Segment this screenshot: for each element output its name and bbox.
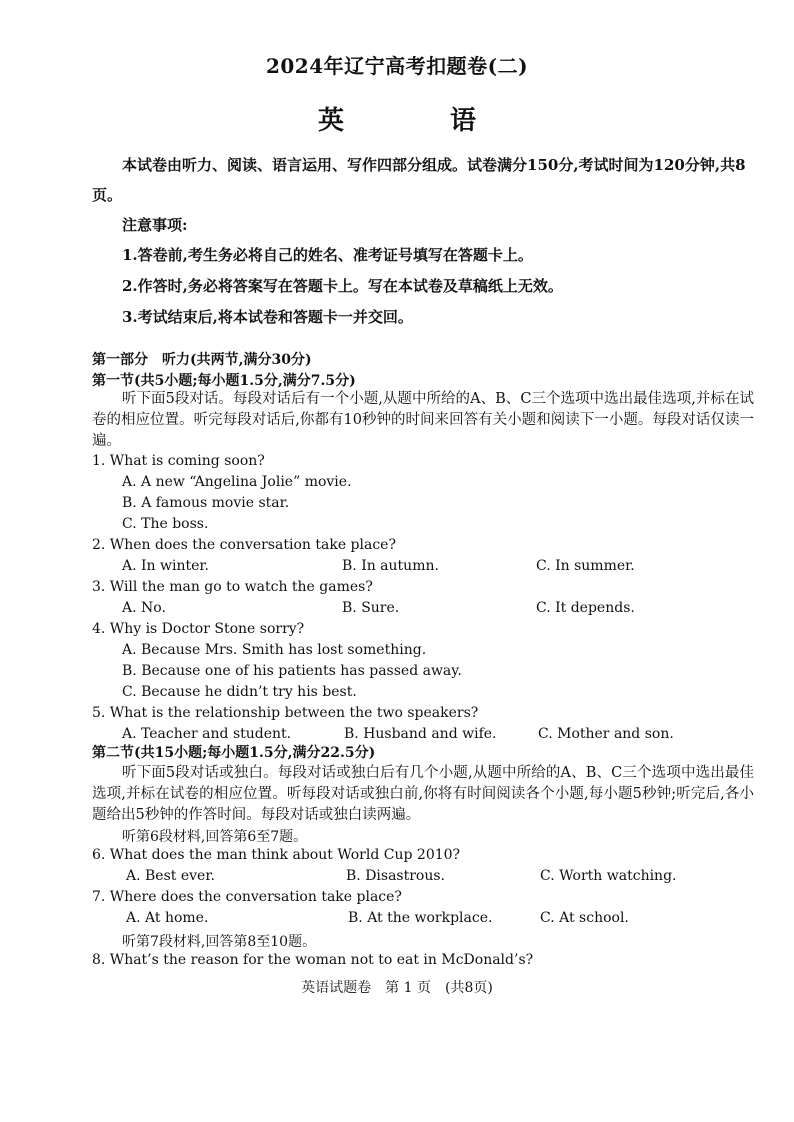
- question-6: 6. What does the man think about World Cup 2010?: [92, 847, 461, 863]
- q5-option-c: C. Mother and son.: [538, 726, 674, 742]
- exam-intro: [92, 150, 752, 210]
- q6-option-a: A. Best ever.: [126, 868, 215, 884]
- q4-option-a: A. Because Mrs. Smith has lost something.: [122, 642, 427, 658]
- q1-option-a: A. A new “Angelina Jolie” movie.: [122, 474, 352, 490]
- q7-option-a: A. At home.: [126, 910, 209, 926]
- question-8: 8. What’s the reason for the woman not to eat in McDonald’s?: [92, 952, 534, 968]
- q1-option-b: B. A famous movie star.: [122, 495, 290, 511]
- page-footer: 英语试题卷 第 1 页 (共8页): [301, 980, 493, 996]
- q7-option-c: C. At school.: [540, 910, 629, 926]
- notes-heading: 注意事项:: [122, 216, 188, 234]
- note-item-3: 3.考试结束后,将本试卷和答题卡一并交回。: [122, 308, 413, 326]
- question-2: 2. When does the conversation take place?: [92, 537, 396, 553]
- note-item-2: 2.作答时,务必将答案写在答题卡上。写在本试卷及草稿纸上无效。: [122, 277, 563, 295]
- question-4: 4. Why is Doctor Stone sorry?: [92, 621, 305, 637]
- q4-option-c: C. Because he didn’t try his best.: [122, 684, 357, 700]
- question-1: 1. What is coming soon?: [92, 453, 265, 469]
- part1-heading: 第一部分 听力(共两节,满分30分): [92, 352, 312, 368]
- q3-option-a: A. No.: [122, 600, 166, 616]
- q6-option-c: C. Worth watching.: [540, 868, 677, 884]
- q5-option-b: B. Husband and wife.: [344, 726, 497, 742]
- note-item-1: 1.答卷前,考生务必将自己的姓名、准考证号填写在答题卡上。: [122, 246, 533, 264]
- q3-option-c: C. It depends.: [536, 600, 635, 616]
- question-7: 7. Where does the conversation take place?: [92, 889, 402, 905]
- q4-option-b: B. Because one of his patients has passed away.: [122, 663, 462, 679]
- section2-instruction: 听下面5段对话或独白。每段对话或独白后有几个小题,从题中所给的A、B、C三个选项中选出最佳选项,并标在试卷的相应位置。听每段对话或独白前,你将有时间阅读各个小题,每小题5秒钟;听完后,各小题给出5秒钟的作答时间。每段对话或独白读两遍。: [92, 765, 754, 823]
- question-5: 5. What is the relationship between the two speakers?: [92, 705, 479, 721]
- q2-option-a: A. In winter.: [122, 558, 210, 574]
- material-6-note: 听第6段材料,回答第6至7题。: [122, 829, 308, 845]
- material-7-note: 听第7段材料,回答第8至10题。: [122, 934, 317, 950]
- q2-option-b: B. In autumn.: [342, 558, 439, 574]
- q6-option-b: B. Disastrous.: [346, 868, 446, 884]
- q1-option-c: C. The boss.: [122, 516, 209, 532]
- section1-instruction: 听下面5段对话。每段对话后有一个小题,从题中所给的A、B、C三个选项中选出最佳选项,并标在试卷的相应位置。听完每段对话后,你都有10秒钟的时间来回答有关小题和阅读下一小题。每段对话仅读一遍。: [92, 391, 754, 449]
- section2-heading: 第二节(共15小题;每小题1.5分,满分22.5分): [92, 745, 376, 761]
- section1-heading: 第一节(共5小题;每小题1.5分,满分7.5分): [92, 373, 356, 389]
- q2-option-c: C. In summer.: [536, 558, 635, 574]
- question-3: 3. Will the man go to watch the games?: [92, 579, 373, 595]
- q7-option-b: B. At the workplace.: [348, 910, 493, 926]
- intro-text: 本试卷由听力、阅读、语言运用、写作四部分组成。试卷满分150分,考试时间为120分钟,共8页。: [92, 156, 746, 204]
- subject-title: 英 语: [317, 106, 516, 136]
- q3-option-b: B. Sure.: [342, 600, 400, 616]
- exam-title: 2024年辽宁高考扣题卷(二): [265, 54, 529, 78]
- q5-option-a: A. Teacher and student.: [122, 726, 292, 742]
